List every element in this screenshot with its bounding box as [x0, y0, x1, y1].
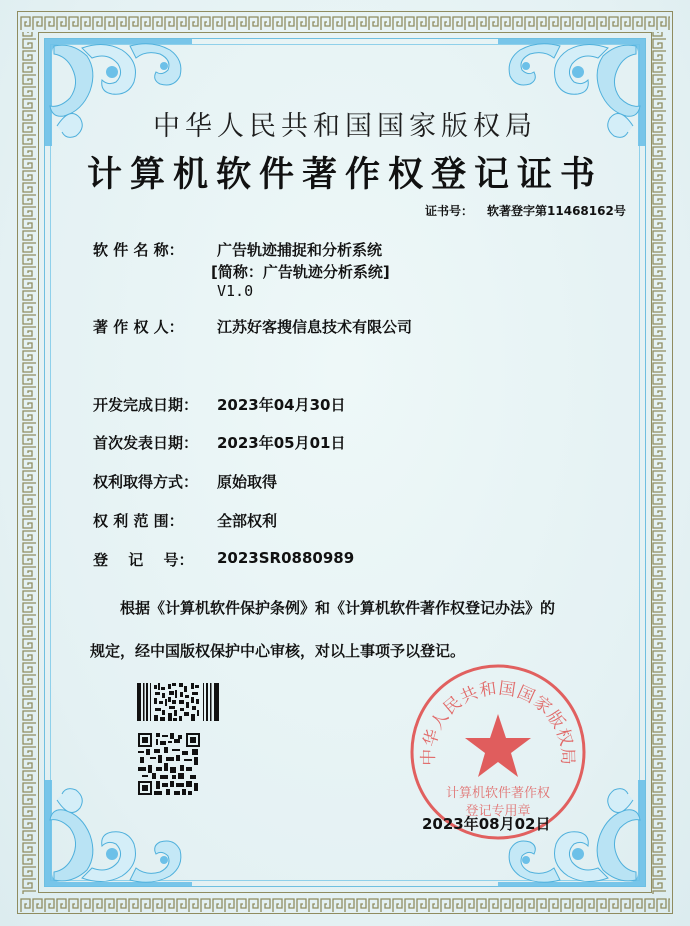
- field-value-registration-number: 2023SR0880989: [217, 549, 355, 567]
- certificate-number-label: 证书号：: [425, 204, 474, 218]
- barcode-icon: [137, 683, 221, 721]
- field-label-acquisition-method: 权利取得方式：: [93, 473, 199, 491]
- issuer-heading: 中华人民共和国国家版权局: [153, 111, 537, 142]
- statement-line-1: 根据《计算机软件保护条例》和《计算机软件著作权登记办法》的: [120, 599, 556, 617]
- field-value-software-version: V1.0: [217, 282, 254, 300]
- field-label-completion-date: 开发完成日期：: [93, 396, 199, 414]
- issue-date: 2023年08月02日: [422, 815, 551, 833]
- field-label-rights-scope: 权 利 范 围：: [93, 512, 184, 530]
- star-icon: [465, 714, 531, 777]
- corner-scroll-ornament-icon: [42, 780, 192, 890]
- field-label-software-name: 软 件 名 称：: [93, 241, 184, 259]
- field-label-publication-date: 首次发表日期：: [93, 434, 199, 452]
- seal-outer-text: 中华人民共和国国家版权局: [418, 678, 578, 767]
- seal-inner-line-2: 登记专用章: [465, 804, 531, 819]
- field-value-acquisition-method: 原始取得: [217, 473, 278, 491]
- seal-inner-line-1: 计算机软件著作权: [445, 786, 551, 801]
- field-value-software-name-line1: 广告轨迹捕捉和分析系统: [217, 241, 383, 259]
- qr-code-icon: [138, 733, 200, 795]
- field-value-publication-date: 2023年05月01日: [217, 434, 346, 452]
- field-label-registration-number: 登 记 号：: [93, 551, 194, 569]
- certificate-number-value: 软著登字第11468162号: [487, 204, 626, 218]
- field-value-rights-scope: 全部权利: [217, 512, 278, 530]
- field-value-software-name-line2: [简称：广告轨迹分析系统]: [211, 263, 390, 281]
- field-label-copyright-owner: 著 作 权 人：: [93, 318, 184, 336]
- certificate-title: 计算机软件著作权登记证书: [86, 154, 603, 195]
- certificate-number: [425, 202, 626, 219]
- field-value-copyright-owner: 江苏好客搜信息技术有限公司: [217, 318, 413, 336]
- statement-line-2: 规定，经中国版权保护中心审核，对以上事项予以登记。: [90, 642, 466, 660]
- field-value-completion-date: 2023年04月30日: [217, 396, 346, 414]
